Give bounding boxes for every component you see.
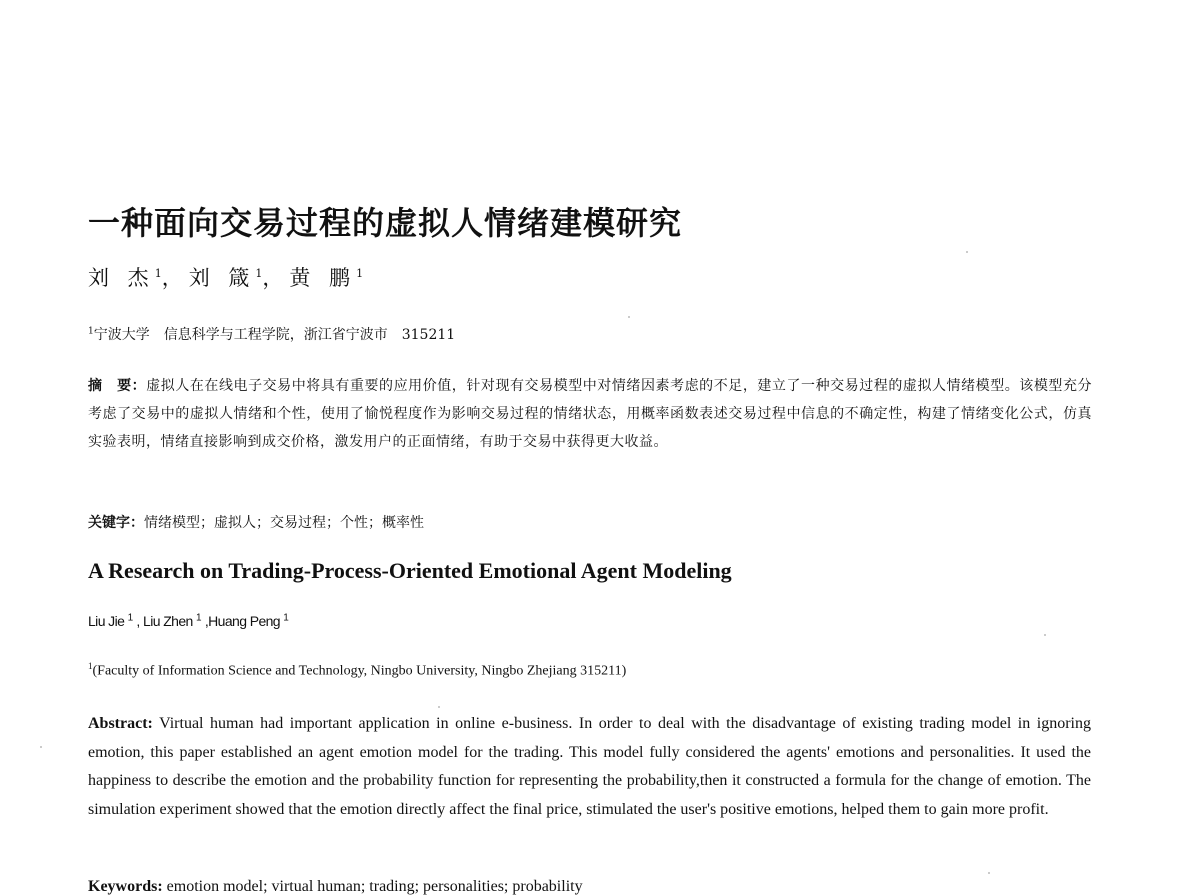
chinese-keywords-text: 情绪模型；虚拟人；交易过程；个性；概率性 [144, 515, 424, 531]
scan-speck [966, 251, 968, 253]
english-keywords-text: emotion model; virtual human; trading; personalities; probability [166, 878, 583, 895]
english-keywords-label: Keywords: [88, 878, 163, 895]
english-author-2: Liu Zhen $^1$ , [143, 612, 209, 629]
english-authors [88, 612, 289, 629]
english-abstract [88, 710, 1091, 824]
english-keywords [88, 878, 583, 896]
chinese-authors [88, 262, 363, 292]
english-author-3: Huang Peng $^1$ [208, 612, 289, 629]
chinese-title: 一种面向交易过程的虚拟人情绪建模研究 [88, 204, 683, 242]
chinese-author-2: 刘 箴$^1$， [188, 266, 290, 290]
scan-speck [438, 706, 440, 708]
chinese-author-1: 刘 杰$^1$， [88, 266, 189, 290]
scan-speck [628, 316, 630, 318]
scan-speck [988, 872, 990, 874]
chinese-keywords-label: 关键字： [88, 515, 144, 531]
scan-speck [40, 746, 42, 748]
chinese-abstract [88, 372, 1092, 456]
english-affiliation: $^1$(Faculty of Information Science and Technology, Ningbo University, Ningbo Zhejiang 315211) [88, 661, 627, 679]
chinese-abstract-text: 虚拟人在在线电子交易中将具有重要的应用价值，针对现有交易模型中对情绪因素考虑的不足，建立了一种交易过程的虚拟人情绪模型。该模型充分考虑了交易中的虚拟人情绪和个性，使用了愉悦程度作为影响交易过程的情绪状态，用概率函数表述交易过程中信息的不确定性，构建了情绪变化公式，仿真实验表明，情绪直接影响到成交价格，激发用户的正面情绪，有助于交易中获得更大收益。 [88, 378, 1093, 450]
scan-speck [1044, 634, 1046, 636]
chinese-keywords [88, 512, 424, 532]
english-abstract-label: Abstract: [88, 715, 153, 732]
english-author-1: Liu Jie $^1$ , [88, 612, 144, 629]
english-title: A Research on Trading-Process-Oriented Emotional Agent Modeling [88, 558, 732, 583]
chinese-abstract-label: 摘 要： [88, 378, 147, 394]
chinese-affiliation: $^1$宁波大学 信息科学与工程学院，浙江省宁波市 315211 [88, 326, 456, 343]
english-abstract-text: Virtual human had important application in online e-business. In order to deal with the disadvantage of existing trading model in ignoring emotion, this paper established an agent emotion model for the trading. This model fully considered the agents' emotions and personalities. It used the happiness to describe the emotion and the probability function for representing the probability,then it constructed a formula for the change of emotion. The simulation experiment showed that the emotion directly affect the final price, stimulated the user's positive emotions, helped them to gain more profit. [88, 715, 1092, 818]
chinese-author-3: 黄 鹏$^1$ [289, 266, 364, 290]
